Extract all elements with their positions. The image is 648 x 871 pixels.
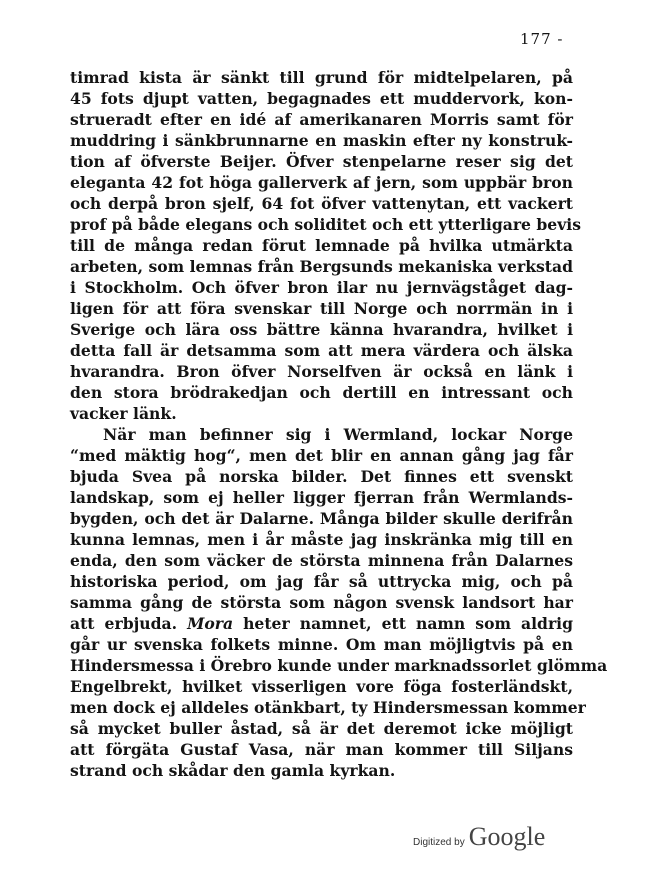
text-line: och derpå bron sjelf, 64 fot öfver vattenytan, ett vackert <box>70 194 573 213</box>
italic-place-name: Mora <box>187 614 234 633</box>
digitized-by-watermark <box>413 822 545 852</box>
text-line: går ur svenska folkets minne. Om man möjligtvis på en <box>70 635 573 654</box>
text-line: Sverige och lära oss bättre känna hvarandra, hvilket i <box>70 320 573 339</box>
text-line: tion af öfverste Beijer. Öfver stenpelarne reser sig det <box>70 152 573 171</box>
text-line: Engelbrekt, hvilket visserligen vore föga fosterländskt, <box>70 677 573 696</box>
page-number: 177 - <box>520 30 564 48</box>
text-line: samma gång de största som någon svensk landsort har <box>70 593 573 612</box>
text-line: timrad kista är sänkt till grund för midtelpelaren, på <box>70 68 573 87</box>
text-line: bygden, och det är Dalarne. Många bilder skulle derifrån <box>70 509 573 528</box>
text-line: den stora brödrakedjan och dertill en intressant och <box>70 383 573 402</box>
text-line: prof på både elegans och soliditet och ett ytterligare bevis <box>70 215 581 234</box>
text-line: till de många redan förut lemnade på hvilka utmärkta <box>70 236 573 255</box>
text-line: strueradt efter en idé af amerikanaren Morris samt för <box>70 110 573 129</box>
text-line: men dock ej alldeles otänkbart, ty Hindersmessan kommer <box>70 698 586 717</box>
text-line: eleganta 42 fot höga gallerverk af jern, som uppbär bron <box>70 173 573 192</box>
text-line: hvarandra. Bron öfver Norselfven är också en länk i <box>70 362 573 381</box>
text-line: arbeten, som lemnas från Bergsunds mekaniska verkstad <box>70 257 573 276</box>
text-line: Hindersmessa i Örebro kunde under marknadssorlet glömma <box>70 656 608 675</box>
text-line: att förgäta Gustaf Vasa, när man kommer till Siljans <box>70 740 573 759</box>
paragraph-end-line: vacker länk. <box>70 404 177 423</box>
digitized-label: Digitized by <box>413 837 465 848</box>
text-line: att erbjuda. Mora heter namnet, ett namn som aldrig <box>70 614 574 633</box>
text-line: detta fall är detsamma som att mera värdera och älska <box>70 341 573 360</box>
text-line: muddring i sänkbrunnarne en maskin efter ny konstruk- <box>70 131 573 150</box>
text-line: landskap, som ej heller ligger fjerran från Wermlands- <box>70 488 573 507</box>
text-line: 45 fots djupt vatten, begagnades ett muddervork, kon- <box>70 89 573 108</box>
text-line: så mycket buller åstad, så är det deremot icke möjligt <box>70 719 573 738</box>
text-line: kunna lemnas, men i år måste jag inskränka mig till en <box>70 530 573 549</box>
text-line: “med mäktig hog“, men det blir en annan gång jag får <box>70 446 573 465</box>
text-line: enda, den som väcker de största minnena från Dalarnes <box>70 551 573 570</box>
text-line: historiska period, om jag får så uttrycka mig, och på <box>70 572 573 591</box>
google-logo: Google <box>468 822 546 851</box>
paragraph-end-line: strand och skådar den gamla kyrkan. <box>70 761 396 780</box>
text-line: ligen för att föra svenskar till Norge och norrmän in i <box>70 299 573 318</box>
body-text <box>70 67 608 781</box>
paragraph-start-line: När man befinner sig i Wermland, lockar Norge <box>103 425 573 444</box>
text-line: i Stockholm. Och öfver bron ilar nu jernvägståget dag- <box>70 278 573 297</box>
text-line: bjuda Svea på norska bilder. Det finnes ett svenskt <box>70 467 573 486</box>
